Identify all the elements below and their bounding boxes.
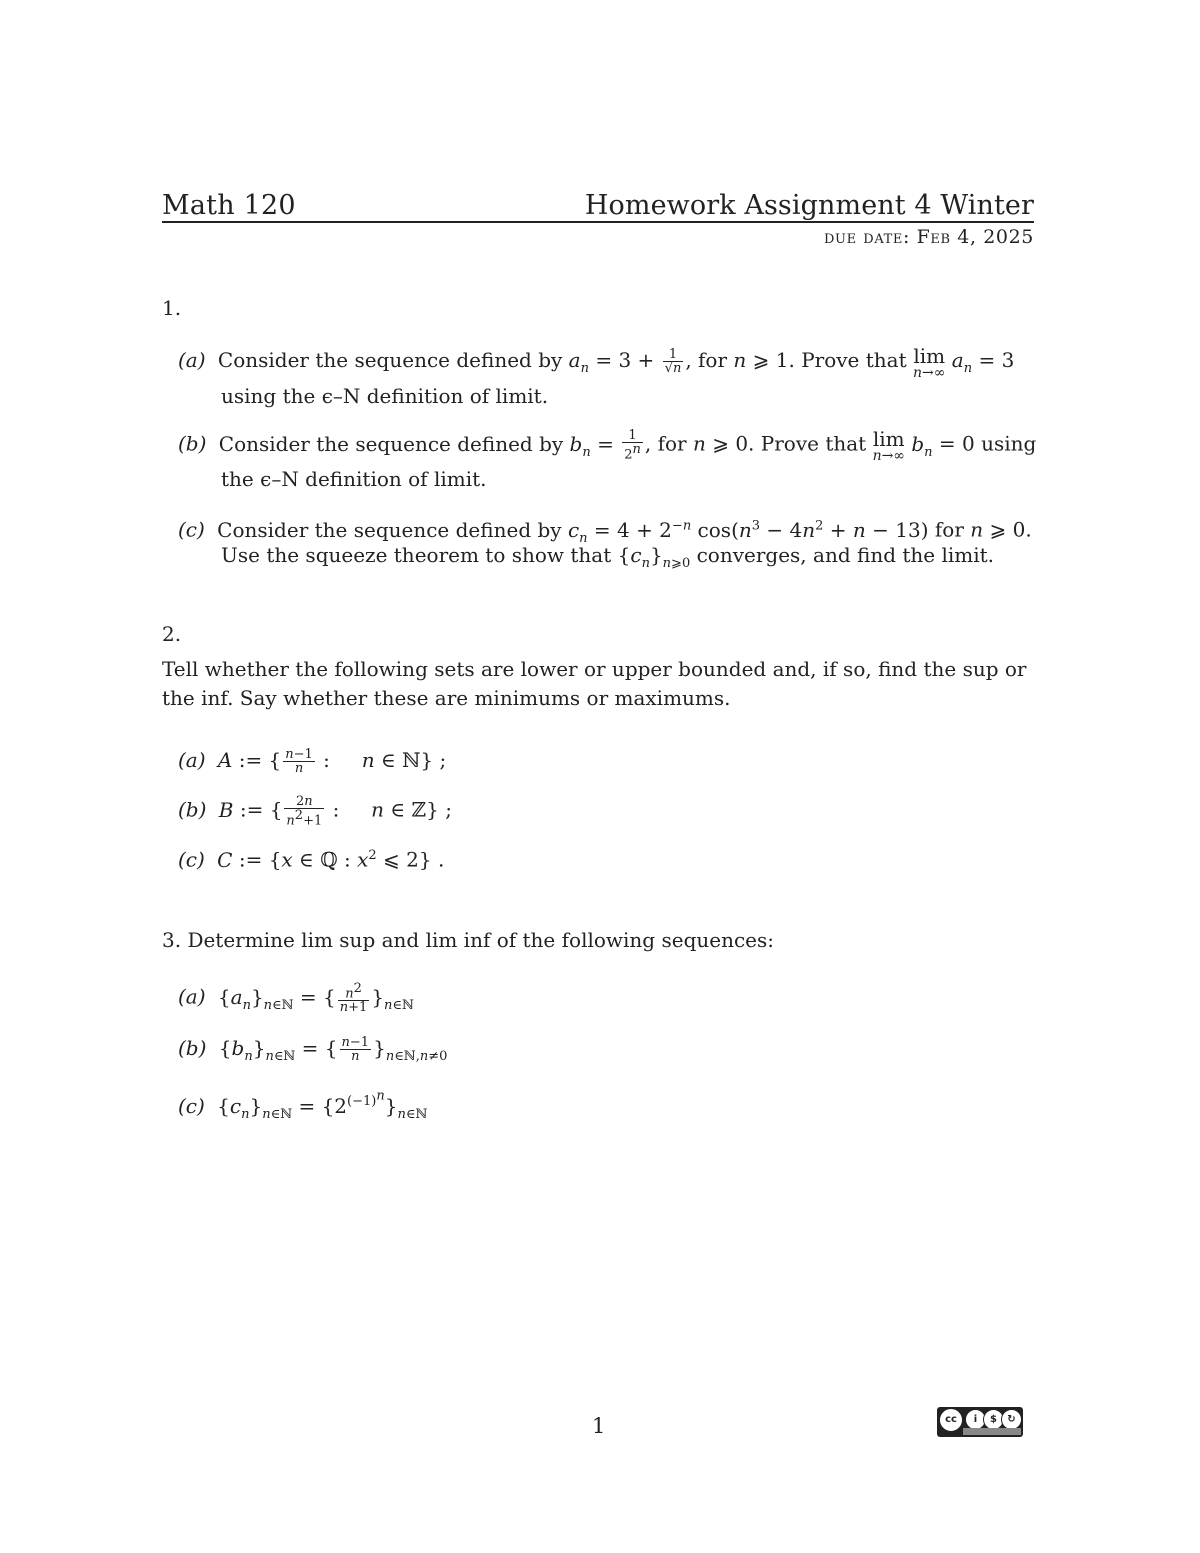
course-title: Math 120 <box>162 190 296 221</box>
problem-2b: (b) B := { $\frac{2n}{n^2+1}$ : n ∈ ℤ} ; <box>178 794 452 829</box>
problem-1a-label: (a) <box>178 348 206 372</box>
formula-an: $a_n = 3$ + $\frac{1}{√n}$ <box>568 347 682 376</box>
sa-icon: ↻ <box>1001 1409 1022 1430</box>
assignment-title: Homework Assignment 4 Winter <box>584 190 1034 221</box>
formula-bn: $b_n$ = $\frac{1}{2^n}$ <box>569 428 641 463</box>
cc-icon: cc <box>939 1408 963 1432</box>
due-label: due date: <box>823 226 910 248</box>
problem-1c: (c) Consider the sequence defined by $c_n = 4 + 2^{-n}$ $\cos(n^3 - 4n^2 + n - 13)$ for n ⩾ 0. <box>178 517 1032 546</box>
problem-1b-label: (b) <box>178 431 207 456</box>
due-value: Feb 4, 2025 <box>916 226 1034 248</box>
problem-3c: (c) $\{c_n\}_{n\in ℕ} = \{2^{(-1)^n}\}_{n\in ℕ}$ <box>178 1089 428 1122</box>
problem-3-intro: 3. Determine lim sup and lim inf of the following sequences: <box>162 928 775 952</box>
license-strip <box>963 1428 1021 1435</box>
problem-1a-cont: using the ϵ–N definition of limit. <box>221 384 549 408</box>
page-number: 1 <box>592 1414 606 1438</box>
header-rule <box>162 221 1034 223</box>
problem-2-intro-line2: the inf. Say whether these are minimums or maximums. <box>162 686 731 710</box>
due-date <box>824 226 1034 248</box>
problem-1c-label: (c) <box>178 517 205 542</box>
nc-icon: $ <box>983 1409 1004 1430</box>
problem-2-intro-line1: Tell whether the following sets are lower or upper bounded and, if so, find the sup or <box>162 657 1027 681</box>
problem-1c-cont: Use the squeeze theorem to show that $\{c_n\}_{n⩾0}$ converges, and find the limit. <box>221 543 995 571</box>
problem-2c: (c) C := {x ∈ ℚ : $x^2$ ⩽ 2} . <box>178 847 445 872</box>
limit-an: lim n→∞ <box>913 344 946 381</box>
problem-1-number: 1. <box>162 296 182 320</box>
problem-3a: (a) $\{a_n\}_{n\in ℕ}$ = { $\frac{n^2}{n+1}$ }$_{n\in ℕ}$ <box>178 981 414 1016</box>
problem-1b: (b) Consider the sequence defined by $b_n$ = $\frac{1}{2^n}$ , for n ⩾ 0. Prove that lim n→∞ $b_n = 0$ using <box>178 427 1037 464</box>
by-icon: i <box>965 1409 986 1430</box>
formula-cn: $c_n = 4 + 2^{-n}$ $\cos(n^3 - 4n^2 + n - 13)$ <box>567 517 929 546</box>
problem-2-number: 2. <box>162 622 182 646</box>
problem-2a: (a) A := { $\frac{n-1}{n}$ : n ∈ ℕ} ; <box>178 747 447 776</box>
problem-1a: (a) Consider the sequence defined by $a_n = 3$ + $\frac{1}{√n}$ , for n ⩾ 1. Prove that lim n→∞ $a_n = 3$ <box>178 344 1015 381</box>
limit-bn: lim n→∞ <box>872 427 905 464</box>
cc-by-nc-sa-icon <box>937 1407 1023 1437</box>
problem-3b: (b) $\{b_n\}_{n\in ℕ}$ = { $\frac{n-1}{n}$ }$_{n\in ℕ,n\ne 0}$ <box>178 1035 448 1064</box>
problem-1b-cont: the ϵ–N definition of limit. <box>221 467 487 491</box>
